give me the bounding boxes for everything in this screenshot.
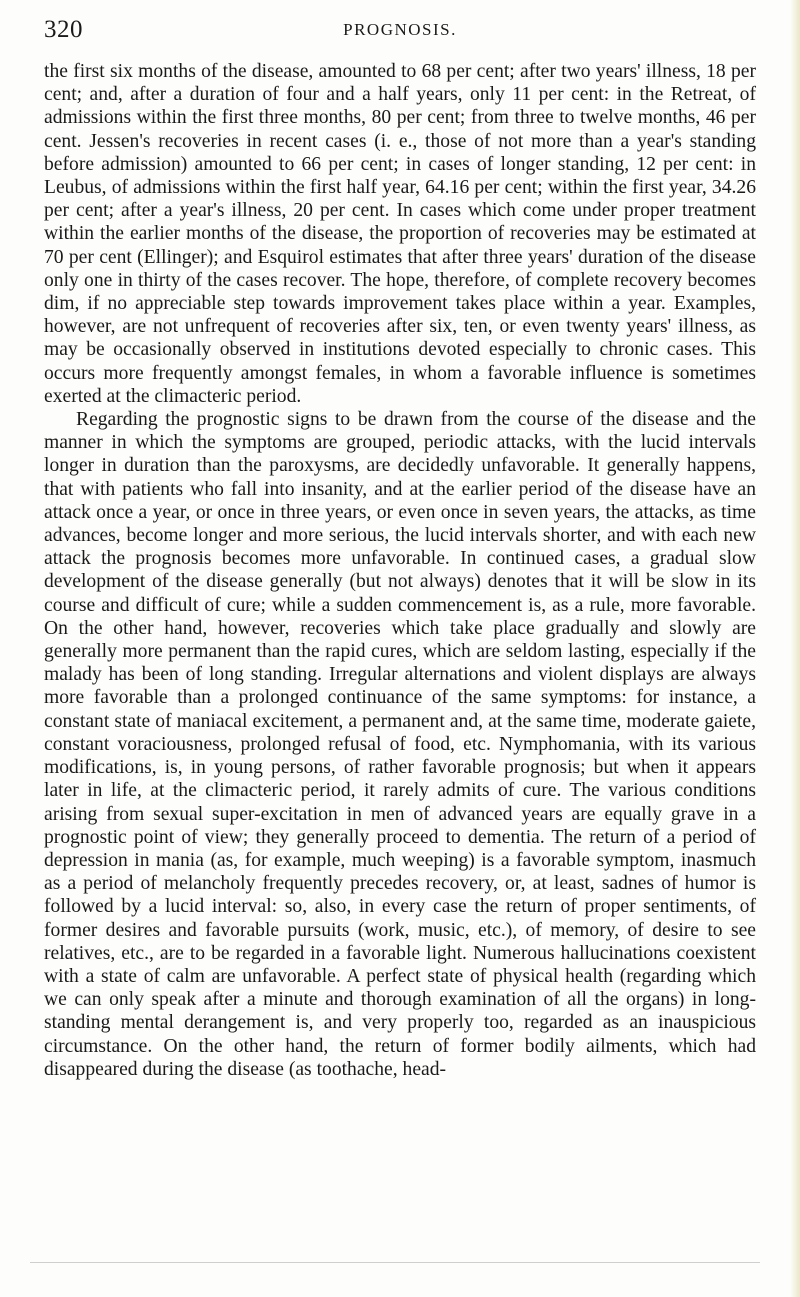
body-text xyxy=(44,60,756,1081)
bottom-edge-line xyxy=(30,1262,760,1263)
page-number: 320 xyxy=(44,16,83,43)
paragraph-prognostic-signs: Regarding the prognostic signs to be drawn from the course of the disease and the manner in which the symptoms are grouped, periodic attacks, with the lucid intervals longer in duration than the paroxysms, are decidedly unfavorable. It generally happens, that with patients who fall into insanity, and at the earlier period of the disease have an attack once a year, or once in three years, or even once in seven years, the attacks, as time advances, become longer and more serious, the lucid intervals shorter, and with each new attack the prognosis becomes more unfavorable. In continued cases, a gradual slow development of the disease generally (but not always) denotes that it will be slow in its course and difficult of cure; while a sudden commencement is, as a rule, more favorable. On the other hand, however, recoveries which take place gradually and slowly are generally more permanent than the rapid cures, which are seldom lasting, especially if the malady has been of long standing. Irregular alternations and violent displays are always more favorable than a prolonged continuance of the same symptoms: for instance, a constant state of maniacal excitement, a permanent and, at the same time, moderate gaiete, constant voraciousness, prolonged refusal of food, etc. Nymphomania, with its various modifications, is, in young persons, of rather favorable prognosis; but when it appears later in life, at the climacteric period, it rarely admits of cure. The various conditions arising from sexual super-excitation in men of advanced years are equally grave in a prognostic point of view; they generally proceed to dementia. The return of a period of depression in mania (as, for example, much weeping) is a favorable symptom, inasmuch as a period of melancholy frequently precedes recovery, or, at least, sadnes of humor is followed by a lucid interval: so, also, in every case the return of proper sentiments, of former desires and favorable pursuits (work, music, etc.), of memory, of desire to see relatives, etc., are to be regarded in a favorable light. Numerous hallucinations coexistent with a state of calm are unfavorable. A perfect state of physical health (regarding which we can only speak after a minute and thorough examination of all the organs) in long-standing mental derangement is, and very properly too, regarded as an inauspicious circumstance. On the other hand, the return of former bodily ailments, which had disappeared during the disease (as toothache, head- xyxy=(44,409,756,1080)
page-header xyxy=(44,16,756,46)
page-edge-shadow xyxy=(790,0,800,1297)
running-head: PROGNOSIS. xyxy=(343,20,457,39)
paragraph-continued: the first six months of the disease, amounted to 68 per cent; after two years' illness, 18 per cent; and, after a duration of four and a half years, only 11 per cent: in the Retreat, of admissions within the first three months, 80 per cent; from three to twelve months, 46 per cent. Jessen's recoveries in recent cases (i. e., those of not more than a year's standing before admission) amounted to 66 per cent; in cases of longer standing, 12 per cent: in Leubus, of admissions within the first half year, 64.16 per cent; within the first year, 34.26 per cent; after a year's illness, 20 per cent. In cases which come under proper treatment within the earlier months of the disease, the proportion of recoveries may be estimated at 70 per cent (Ellinger); and Esquirol estimates that after three years' duration of the disease only one in thirty of the cases recover. The hope, therefore, of complete recovery becomes dim, if no appreciable step towards improvement takes place within a year. Examples, however, are not unfrequent of recoveries after six, ten, or even twenty years' illness, as may be occasionally observed in institutions devoted especially to chronic cases. This occurs more frequently amongst females, in whom a favorable influence is sometimes exerted at the climacteric period. xyxy=(44,61,756,407)
